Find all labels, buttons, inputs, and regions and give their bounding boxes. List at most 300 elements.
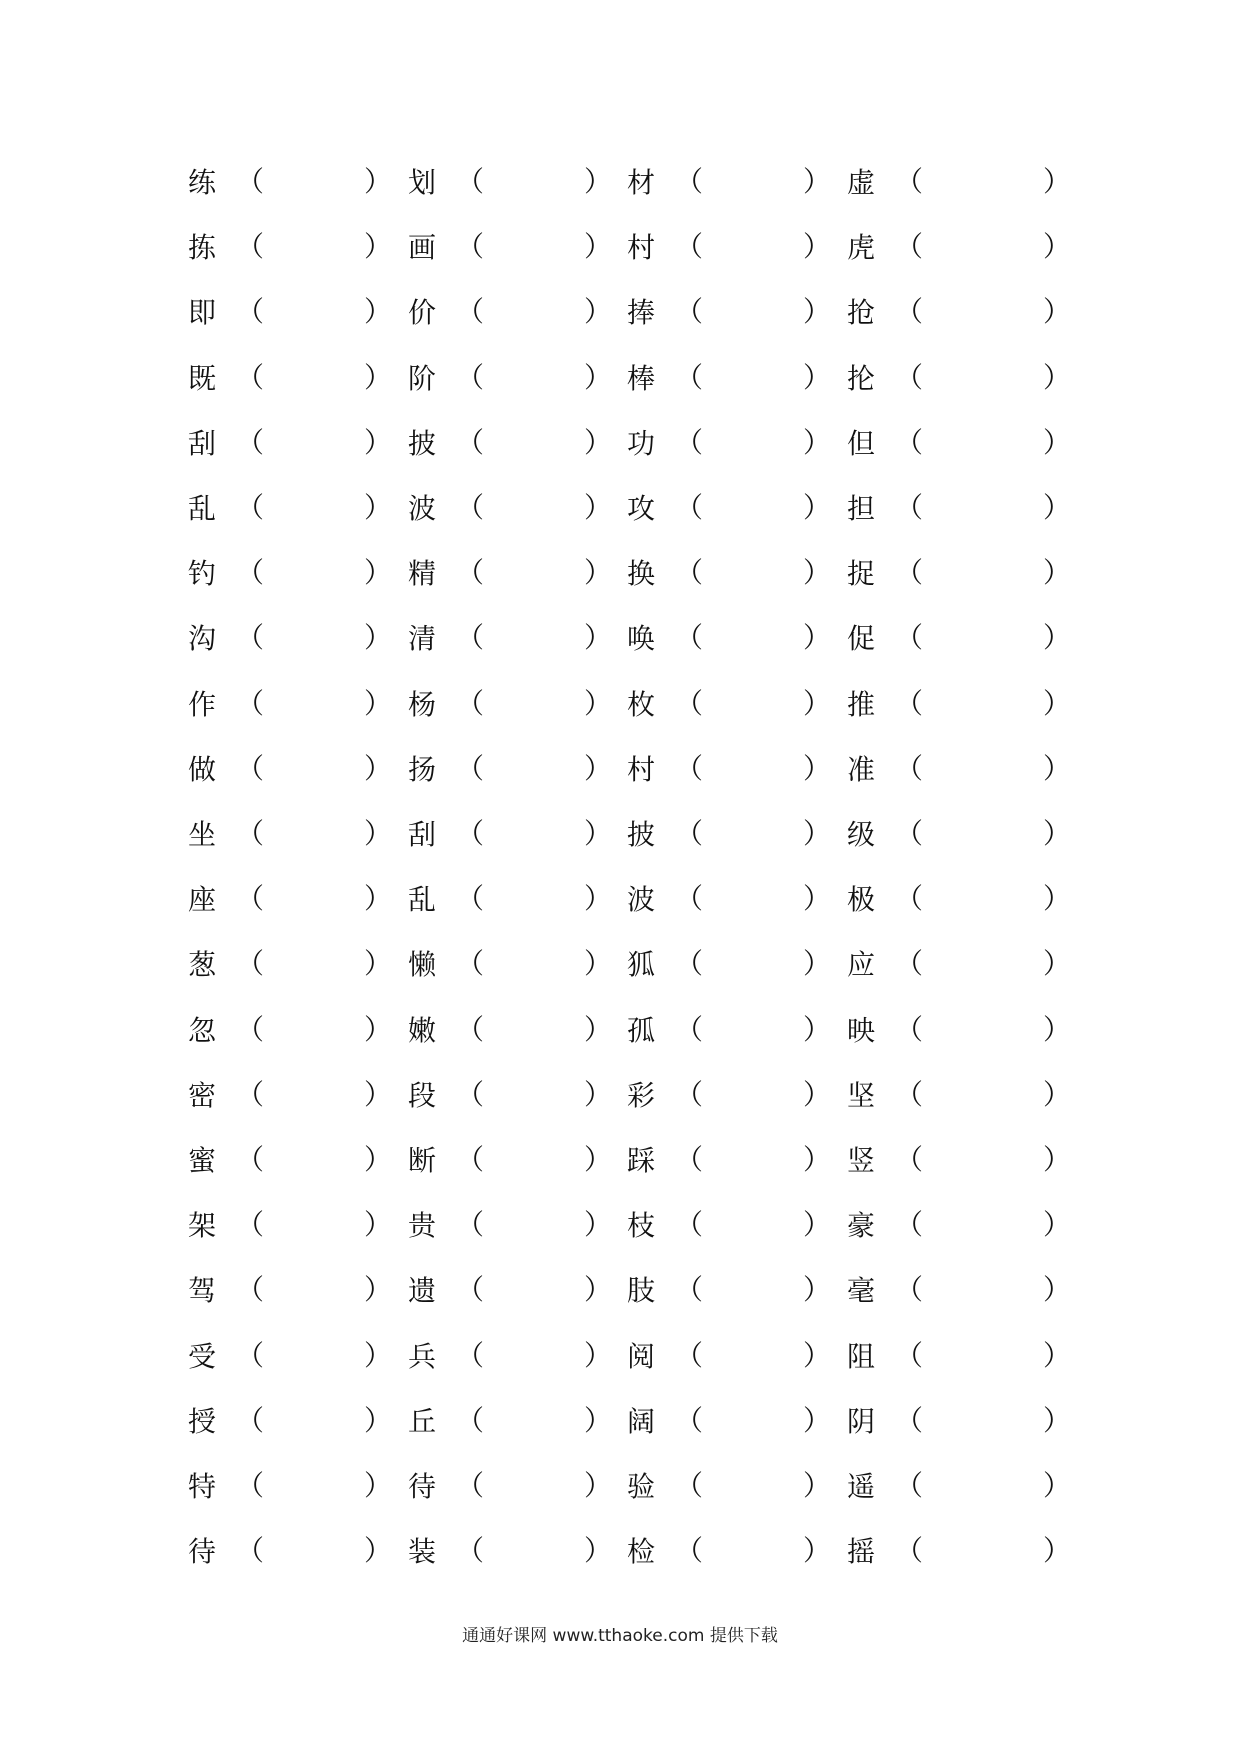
- character-cell: [188, 357, 394, 401]
- character-cell: [627, 357, 833, 401]
- character-cell: [188, 878, 394, 922]
- close-paren: ）: [1043, 689, 1072, 720]
- close-paren: ）: [803, 1471, 832, 1502]
- character-cell: [627, 226, 833, 270]
- page-footer: 通通好课网 www.tthaoke.com 提供下载: [462, 1626, 778, 1646]
- close-paren: ）: [584, 623, 613, 654]
- character: 肢: [627, 1274, 656, 1307]
- character: 清: [408, 622, 437, 655]
- character-cell: [408, 878, 614, 922]
- close-paren: ）: [1043, 1015, 1072, 1046]
- character: 兵: [408, 1340, 437, 1373]
- close-paren: ）: [1043, 1341, 1072, 1372]
- character-cell: [847, 1530, 1073, 1574]
- open-paren: （: [236, 1210, 265, 1241]
- character-cell: [627, 1335, 833, 1379]
- character: 钓: [188, 557, 217, 590]
- character: 遗: [408, 1274, 437, 1307]
- character: 座: [188, 883, 217, 916]
- character: 阔: [627, 1405, 656, 1438]
- character: 毫: [847, 1274, 876, 1307]
- character: 坚: [847, 1079, 876, 1112]
- character-cell: [188, 291, 394, 335]
- character: 彩: [627, 1079, 656, 1112]
- character-cell: [627, 291, 833, 335]
- character-cell: [188, 1335, 394, 1379]
- open-paren: （: [236, 1275, 265, 1306]
- character: 摇: [847, 1535, 876, 1568]
- close-paren: ）: [364, 1406, 393, 1437]
- character-cell: [847, 1074, 1073, 1118]
- close-paren: ）: [364, 1471, 393, 1502]
- open-paren: （: [456, 1341, 485, 1372]
- character-cell: [627, 552, 833, 596]
- close-paren: ）: [584, 1145, 613, 1176]
- open-paren: （: [236, 297, 265, 328]
- character: 村: [627, 231, 656, 264]
- open-paren: （: [895, 884, 924, 915]
- open-paren: （: [895, 232, 924, 263]
- open-paren: （: [675, 1275, 704, 1306]
- character-cell: [847, 161, 1073, 205]
- character-cell: [627, 161, 833, 205]
- character-cell: [408, 487, 614, 531]
- close-paren: ）: [803, 689, 832, 720]
- close-paren: ）: [364, 754, 393, 785]
- character: 披: [627, 818, 656, 851]
- character: 虎: [847, 231, 876, 264]
- character-cell: [408, 291, 614, 335]
- close-paren: ）: [584, 167, 613, 198]
- character-cell: [847, 1269, 1073, 1313]
- character: 阻: [847, 1340, 876, 1373]
- close-paren: ）: [803, 1536, 832, 1567]
- close-paren: ）: [803, 167, 832, 198]
- character: 村: [627, 753, 656, 786]
- open-paren: （: [895, 1341, 924, 1372]
- open-paren: （: [456, 623, 485, 654]
- open-paren: （: [456, 884, 485, 915]
- character-cell: [847, 1204, 1073, 1248]
- open-paren: （: [456, 949, 485, 980]
- close-paren: ）: [364, 689, 393, 720]
- open-paren: （: [675, 297, 704, 328]
- close-paren: ）: [1043, 623, 1072, 654]
- open-paren: （: [895, 1406, 924, 1437]
- character-cell: [188, 683, 394, 727]
- open-paren: （: [895, 1210, 924, 1241]
- close-paren: ）: [1043, 819, 1072, 850]
- open-paren: （: [675, 232, 704, 263]
- open-paren: （: [236, 949, 265, 980]
- character: 换: [627, 557, 656, 590]
- character: 段: [408, 1079, 437, 1112]
- close-paren: ）: [364, 1015, 393, 1046]
- open-paren: （: [456, 232, 485, 263]
- character: 即: [188, 296, 217, 329]
- close-paren: ）: [803, 819, 832, 850]
- character-cell: [627, 1400, 833, 1444]
- character-cell: [188, 943, 394, 987]
- close-paren: ）: [364, 1080, 393, 1111]
- character-cell: [188, 552, 394, 596]
- close-paren: ）: [364, 232, 393, 263]
- character-cell: [847, 1335, 1073, 1379]
- character-cell: [847, 748, 1073, 792]
- character-cell: [627, 878, 833, 922]
- character: 划: [408, 166, 437, 199]
- close-paren: ）: [803, 1080, 832, 1111]
- character-cell: [188, 226, 394, 270]
- character-cell: [408, 1400, 614, 1444]
- character: 精: [408, 557, 437, 590]
- close-paren: ）: [803, 558, 832, 589]
- character: 检: [627, 1535, 656, 1568]
- character: 波: [627, 883, 656, 916]
- character-cell: [408, 357, 614, 401]
- character-cell: [188, 617, 394, 661]
- open-paren: （: [236, 1015, 265, 1046]
- close-paren: ）: [1043, 363, 1072, 394]
- character-cell: [847, 291, 1073, 335]
- open-paren: （: [236, 232, 265, 263]
- character: 抢: [847, 296, 876, 329]
- open-paren: （: [675, 819, 704, 850]
- open-paren: （: [236, 884, 265, 915]
- open-paren: （: [675, 1341, 704, 1372]
- close-paren: ）: [584, 1471, 613, 1502]
- character-cell: [847, 487, 1073, 531]
- character-cell: [408, 1009, 614, 1053]
- open-paren: （: [895, 949, 924, 980]
- character: 应: [847, 948, 876, 981]
- character-cell: [627, 683, 833, 727]
- close-paren: ）: [584, 1080, 613, 1111]
- close-paren: ）: [364, 428, 393, 459]
- open-paren: （: [456, 754, 485, 785]
- open-paren: （: [675, 1471, 704, 1502]
- character: 促: [847, 622, 876, 655]
- character: 价: [408, 296, 437, 329]
- character-cell: [408, 813, 614, 857]
- character: 唤: [627, 622, 656, 655]
- open-paren: （: [675, 949, 704, 980]
- close-paren: ）: [803, 949, 832, 980]
- open-paren: （: [895, 689, 924, 720]
- character-cell: [188, 1465, 394, 1509]
- character-cell: [188, 487, 394, 531]
- open-paren: （: [236, 1536, 265, 1567]
- close-paren: ）: [803, 884, 832, 915]
- character-cell: [408, 683, 614, 727]
- open-paren: （: [675, 1536, 704, 1567]
- character: 抡: [847, 362, 876, 395]
- open-paren: （: [456, 1471, 485, 1502]
- character: 待: [408, 1470, 437, 1503]
- character: 既: [188, 362, 217, 395]
- open-paren: （: [456, 1406, 485, 1437]
- character-cell: [188, 1139, 394, 1183]
- open-paren: （: [236, 1341, 265, 1372]
- character-cell: [188, 748, 394, 792]
- character-cell: [627, 1074, 833, 1118]
- close-paren: ）: [364, 1275, 393, 1306]
- character-cell: [188, 1400, 394, 1444]
- close-paren: ）: [364, 297, 393, 328]
- character: 遥: [847, 1470, 876, 1503]
- character: 阅: [627, 1340, 656, 1373]
- open-paren: （: [895, 754, 924, 785]
- character: 刮: [188, 427, 217, 460]
- character: 特: [188, 1470, 217, 1503]
- close-paren: ）: [1043, 1471, 1072, 1502]
- character: 但: [847, 427, 876, 460]
- open-paren: （: [895, 1536, 924, 1567]
- character-cell: [627, 813, 833, 857]
- character: 画: [408, 231, 437, 264]
- open-paren: （: [895, 1015, 924, 1046]
- character: 映: [847, 1014, 876, 1047]
- character: 功: [627, 427, 656, 460]
- character: 驾: [188, 1274, 217, 1307]
- open-paren: （: [236, 558, 265, 589]
- close-paren: ）: [1043, 754, 1072, 785]
- open-paren: （: [675, 884, 704, 915]
- character: 杨: [408, 688, 437, 721]
- character-cell: [627, 487, 833, 531]
- open-paren: （: [895, 428, 924, 459]
- close-paren: ）: [1043, 1406, 1072, 1437]
- character: 嫩: [408, 1014, 437, 1047]
- close-paren: ）: [584, 558, 613, 589]
- character: 虚: [847, 166, 876, 199]
- character-cell: [847, 617, 1073, 661]
- character-cell: [188, 1269, 394, 1313]
- close-paren: ）: [803, 232, 832, 263]
- open-paren: （: [456, 1015, 485, 1046]
- close-paren: ）: [364, 949, 393, 980]
- open-paren: （: [675, 1145, 704, 1176]
- open-paren: （: [456, 1536, 485, 1567]
- character: 断: [408, 1144, 437, 1177]
- close-paren: ）: [1043, 1145, 1072, 1176]
- open-paren: （: [895, 297, 924, 328]
- open-paren: （: [895, 493, 924, 524]
- open-paren: （: [236, 819, 265, 850]
- open-paren: （: [675, 1406, 704, 1437]
- close-paren: ）: [364, 1536, 393, 1567]
- close-paren: ）: [803, 754, 832, 785]
- close-paren: ）: [1043, 884, 1072, 915]
- open-paren: （: [456, 1145, 485, 1176]
- close-paren: ）: [1043, 1275, 1072, 1306]
- character-cell: [847, 1009, 1073, 1053]
- close-paren: ）: [1043, 428, 1072, 459]
- open-paren: （: [895, 1471, 924, 1502]
- close-paren: ）: [584, 884, 613, 915]
- character: 沟: [188, 622, 217, 655]
- character: 练: [188, 166, 217, 199]
- character-cell: [847, 878, 1073, 922]
- close-paren: ）: [364, 558, 393, 589]
- close-paren: ）: [584, 493, 613, 524]
- close-paren: ）: [584, 754, 613, 785]
- character-cell: [188, 813, 394, 857]
- character: 蜜: [188, 1144, 217, 1177]
- character: 作: [188, 688, 217, 721]
- close-paren: ）: [584, 297, 613, 328]
- close-paren: ）: [584, 232, 613, 263]
- close-paren: ）: [364, 363, 393, 394]
- character: 葱: [188, 948, 217, 981]
- close-paren: ）: [584, 949, 613, 980]
- character: 懒: [408, 948, 437, 981]
- close-paren: ）: [364, 167, 393, 198]
- character-cell: [847, 552, 1073, 596]
- close-paren: ）: [584, 1275, 613, 1306]
- character: 授: [188, 1405, 217, 1438]
- open-paren: （: [456, 428, 485, 459]
- open-paren: （: [236, 1080, 265, 1111]
- character: 架: [188, 1209, 217, 1242]
- character: 刮: [408, 818, 437, 851]
- close-paren: ）: [1043, 493, 1072, 524]
- character-cell: [408, 552, 614, 596]
- character: 验: [627, 1470, 656, 1503]
- character: 推: [847, 688, 876, 721]
- close-paren: ）: [803, 493, 832, 524]
- open-paren: （: [675, 558, 704, 589]
- open-paren: （: [236, 1406, 265, 1437]
- open-paren: （: [456, 167, 485, 198]
- open-paren: （: [895, 558, 924, 589]
- open-paren: （: [236, 363, 265, 394]
- character: 受: [188, 1340, 217, 1373]
- character: 捉: [847, 557, 876, 590]
- character-cell: [847, 1139, 1073, 1183]
- close-paren: ）: [584, 689, 613, 720]
- character: 捧: [627, 296, 656, 329]
- close-paren: ）: [364, 1341, 393, 1372]
- character-cell: [627, 617, 833, 661]
- open-paren: （: [895, 1080, 924, 1111]
- close-paren: ）: [364, 493, 393, 524]
- character: 豪: [847, 1209, 876, 1242]
- open-paren: （: [675, 167, 704, 198]
- character: 待: [188, 1535, 217, 1568]
- character-cell: [847, 1400, 1073, 1444]
- open-paren: （: [675, 623, 704, 654]
- character-cell: [847, 943, 1073, 987]
- character: 极: [847, 883, 876, 916]
- character-cell: [188, 1530, 394, 1574]
- character: 丘: [408, 1405, 437, 1438]
- open-paren: （: [236, 1145, 265, 1176]
- open-paren: （: [675, 363, 704, 394]
- character-cell: [847, 683, 1073, 727]
- character: 忽: [188, 1014, 217, 1047]
- character-cell: [188, 1009, 394, 1053]
- open-paren: （: [236, 1471, 265, 1502]
- open-paren: （: [895, 623, 924, 654]
- character: 枝: [627, 1209, 656, 1242]
- open-paren: （: [456, 363, 485, 394]
- character-cell: [627, 1204, 833, 1248]
- character-cell: [627, 1139, 833, 1183]
- character: 波: [408, 492, 437, 525]
- open-paren: （: [895, 819, 924, 850]
- character: 披: [408, 427, 437, 460]
- character-cell: [408, 748, 614, 792]
- open-paren: （: [675, 1210, 704, 1241]
- character: 枚: [627, 688, 656, 721]
- character-cell: [847, 1465, 1073, 1509]
- character-cell: [408, 943, 614, 987]
- close-paren: ）: [584, 363, 613, 394]
- character-cell: [408, 1530, 614, 1574]
- close-paren: ）: [364, 884, 393, 915]
- close-paren: ）: [364, 819, 393, 850]
- close-paren: ）: [584, 1406, 613, 1437]
- open-paren: （: [236, 754, 265, 785]
- character-cell: [188, 1074, 394, 1118]
- character: 装: [408, 1535, 437, 1568]
- character: 踩: [627, 1144, 656, 1177]
- open-paren: （: [456, 493, 485, 524]
- character-cell: [627, 1530, 833, 1574]
- character-cell: [408, 226, 614, 270]
- close-paren: ）: [803, 623, 832, 654]
- close-paren: ）: [584, 819, 613, 850]
- character-cell: [627, 943, 833, 987]
- open-paren: （: [456, 819, 485, 850]
- open-paren: （: [895, 363, 924, 394]
- character: 级: [847, 818, 876, 851]
- open-paren: （: [895, 1145, 924, 1176]
- character-cell: [847, 813, 1073, 857]
- character-cell: [627, 1269, 833, 1313]
- close-paren: ）: [803, 1275, 832, 1306]
- character: 狐: [627, 948, 656, 981]
- close-paren: ）: [803, 1015, 832, 1046]
- character: 拣: [188, 231, 217, 264]
- character-cell: [627, 1465, 833, 1509]
- character-cell: [408, 161, 614, 205]
- close-paren: ）: [1043, 297, 1072, 328]
- open-paren: （: [895, 1275, 924, 1306]
- character: 准: [847, 753, 876, 786]
- open-paren: （: [456, 1210, 485, 1241]
- character: 做: [188, 753, 217, 786]
- close-paren: ）: [803, 428, 832, 459]
- close-paren: ）: [1043, 232, 1072, 263]
- close-paren: ）: [803, 1341, 832, 1372]
- character-cell: [408, 422, 614, 466]
- close-paren: ）: [803, 1210, 832, 1241]
- open-paren: （: [236, 623, 265, 654]
- character-cell: [847, 357, 1073, 401]
- close-paren: ）: [803, 1145, 832, 1176]
- character-cell: [627, 748, 833, 792]
- open-paren: （: [456, 558, 485, 589]
- open-paren: （: [456, 1275, 485, 1306]
- close-paren: ）: [584, 1210, 613, 1241]
- open-paren: （: [236, 689, 265, 720]
- close-paren: ）: [584, 1536, 613, 1567]
- close-paren: ）: [1043, 1080, 1072, 1111]
- character-cell: [188, 422, 394, 466]
- character: 攻: [627, 492, 656, 525]
